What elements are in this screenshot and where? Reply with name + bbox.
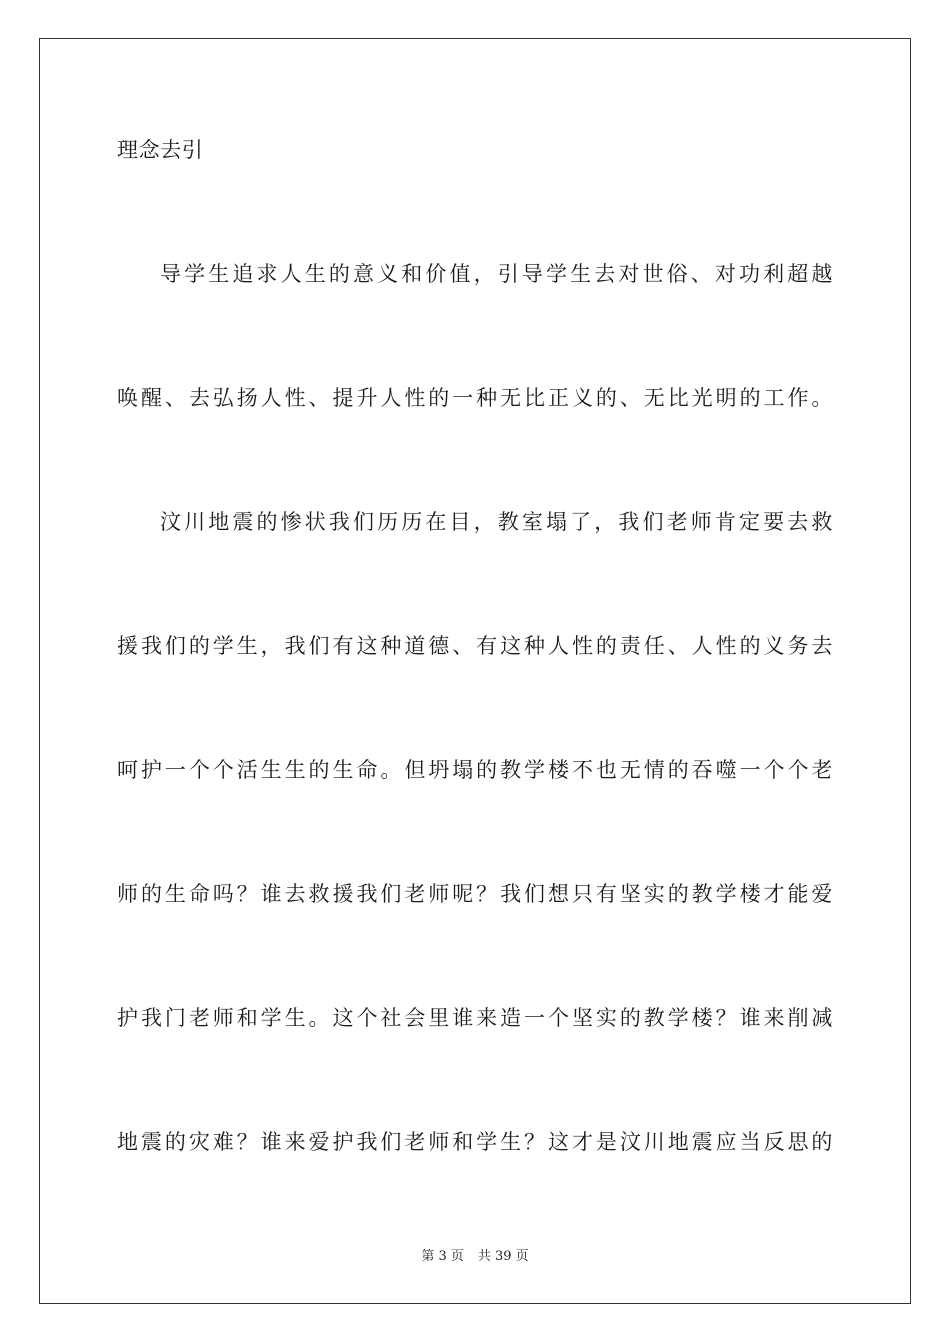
text-line-7: 师的生命吗？谁去救援我们老师呢？我们想只有坚实的教学楼才能爱 — [117, 882, 833, 906]
text-line-3: 唤醒、去弘扬人性、提升人性的一种无比正义的、无比光明的工作。 — [117, 386, 833, 410]
text-line-9: 地震的灾难？谁来爱护我们老师和学生？这才是汶川地震应当反思的 — [117, 1130, 833, 1154]
text-line-4: 汶川地震的惨状我们历历在目，教室塌了，我们老师肯定要去救 — [160, 510, 833, 534]
text-line-2: 导学生追求人生的意义和价值，引导学生去对世俗、对功利超越 — [160, 262, 833, 286]
page-number: 第 3 页 — [421, 1249, 464, 1264]
text-line-6: 呵护一个个活生生的生命。但坍塌的教学楼不也无情的吞噬一个个老 — [117, 758, 833, 782]
text-line-8: 护我门老师和学生。这个社会里谁来造一个坚实的教学楼？谁来削减 — [117, 1006, 833, 1030]
page-total: 共 39 页 — [477, 1249, 529, 1264]
page-frame — [39, 38, 911, 1304]
text-line-5: 援我们的学生，我们有这种道德、有这种人性的责任、人性的义务去 — [117, 634, 833, 658]
text-line-1: 理念去引 — [117, 138, 204, 162]
page-footer — [0, 1248, 950, 1266]
